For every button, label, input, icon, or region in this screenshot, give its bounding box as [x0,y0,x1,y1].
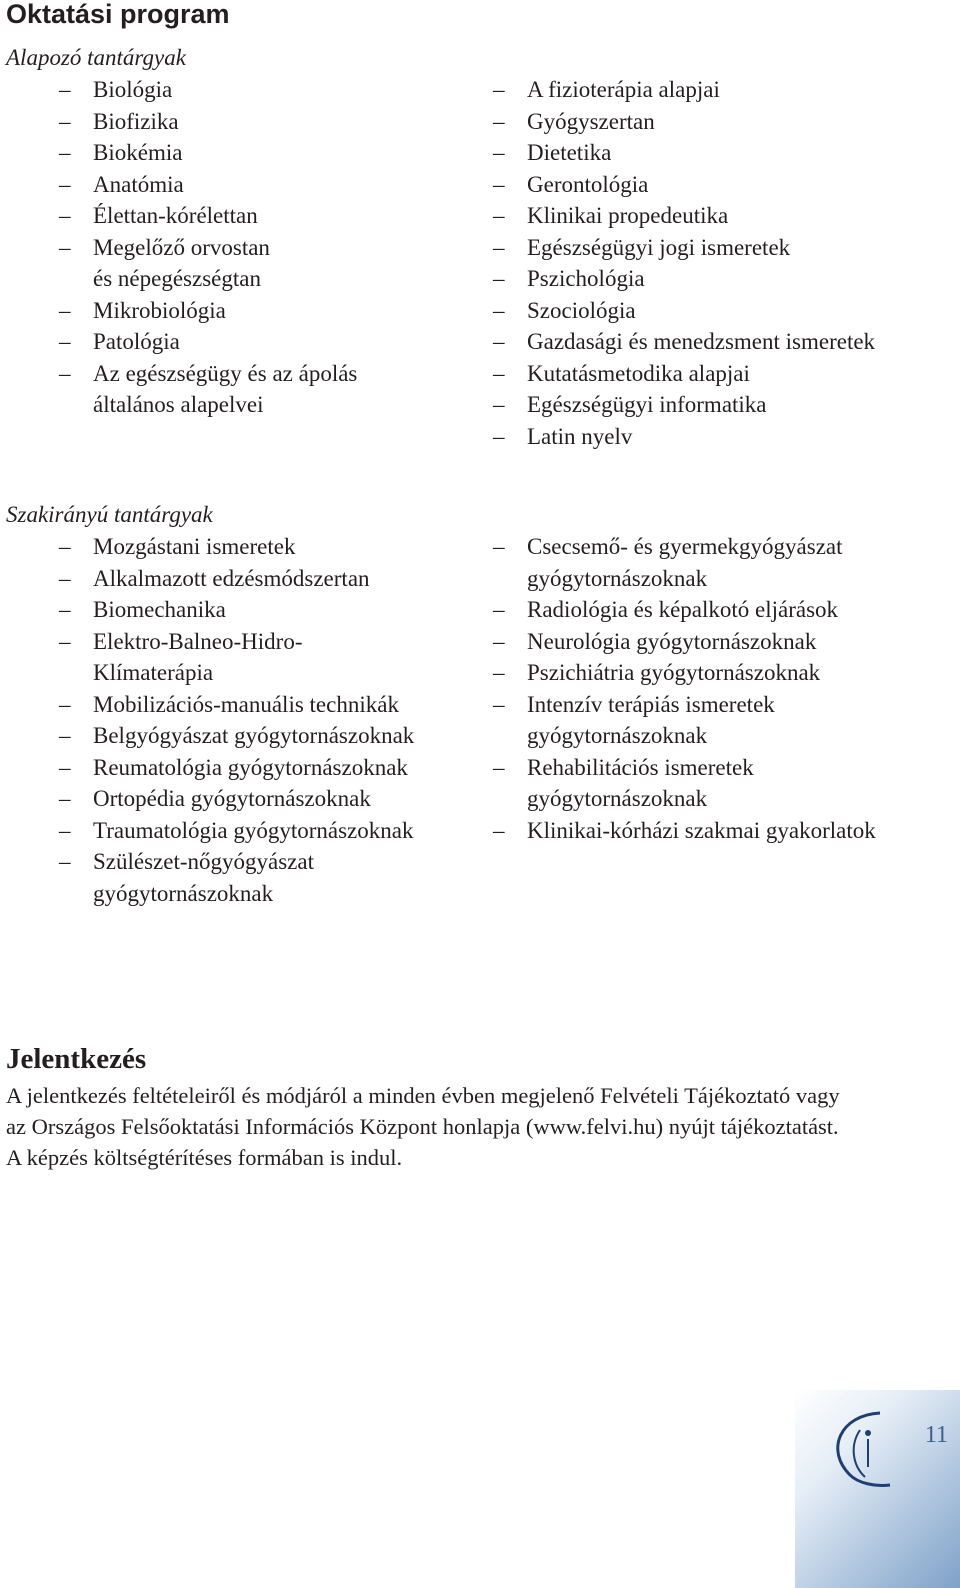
list-item [493,657,876,689]
bullet-dash: – [493,660,505,685]
list-item-text: Megelőző orvostan [93,234,270,260]
list-item [493,626,876,658]
list-item-text: gyógytornászoknak [93,880,274,906]
list-item [493,421,875,453]
list-item [493,752,876,815]
section-label-special: Szakirányú tantárgyak [6,502,213,527]
institution-logo-icon [820,1405,900,1495]
bullet-dash: – [493,691,505,717]
list-item-text: Belgyógyászat gyógytornászoknak [93,723,415,748]
list-item [59,358,358,421]
bullet-dash: – [493,392,505,417]
list-item-text: Mozgástani ismeretek [93,534,296,559]
application-text: A jelentkezés feltételeiről és módjáról a minden évben megjelenő Felvételi Tájékoztató vagy az Országos Felsőoktatási Információs Központ honlapja (www.felvi.hu) nyújt tájékoztatást. A képzés költségtérítéses formában is indul. [6,1083,840,1170]
bullet-dash: – [59,77,71,102]
list-item-text: Biológia [93,77,173,102]
bullet-dash: – [493,297,505,323]
list-item-text: Szülészet-nőgyógyászat [93,849,314,874]
list-item [59,594,414,626]
list-item [493,263,875,295]
list-item [493,594,876,626]
list-item [493,389,875,421]
bullet-dash: – [59,754,71,780]
list-item [59,74,357,106]
list-item [59,531,414,563]
bullet-dash: – [59,534,71,559]
bullet-dash: – [59,234,71,260]
list-item [59,626,414,689]
list-item [59,200,357,232]
bullet-dash: – [493,108,505,134]
list-item-text: Pszichológia [527,266,645,291]
list-item-text: Patológia [93,329,180,354]
bullet-dash: – [493,817,505,843]
bullet-dash: – [59,817,71,843]
bullet-dash: – [59,140,71,165]
bullet-dash: – [493,597,505,622]
bullet-dash: – [59,723,71,748]
list-item-text: Intenzív terápiás ismeretek [527,691,775,717]
bullet-dash: – [493,77,505,102]
list-item [493,106,875,138]
list-item [493,531,876,594]
list-item-text: és népegészségtan [93,266,261,291]
list-item [493,358,875,390]
bullet-dash: – [493,171,505,197]
list-item-text: Rehabilitációs ismeretek [527,754,754,780]
list-item [59,752,414,784]
list-item-text: Mikrobiológia [93,297,226,323]
list-item-text: Dietetika [527,140,612,165]
list-item-text: Ortopédia gyógytornászoknak [93,786,371,811]
list-item [493,232,875,264]
list-item-text: Szociológia [527,297,636,323]
list-item [493,169,875,201]
list-item-text: Radiológia és képalkotó eljárások [527,597,839,622]
bullet-dash: – [59,108,71,134]
special-subjects-left [59,531,415,909]
list-item-text: Klímaterápia [93,660,214,685]
list-item [59,846,414,909]
bullet-dash: – [59,628,71,654]
list-item [493,200,875,232]
list-item-text: Gerontológia [527,171,649,197]
list-item [59,720,415,752]
bullet-dash: – [59,297,71,323]
list-item [59,783,414,815]
list-item [59,106,357,138]
list-item-text: Élettan-kórélettan [93,203,258,228]
list-item [493,295,875,327]
list-item-text: gyógytornászoknak [527,565,708,591]
bullet-dash: – [493,203,505,228]
list-item-text: Klinikai propedeutika [527,203,729,228]
application-heading: Jelentkezés [6,1043,147,1075]
bullet-dash: – [493,140,505,165]
page-title: Oktatási program [6,0,230,29]
list-item-text: gyógytornászoknak [527,786,708,811]
list-item-text: A fizioterápia alapjai [527,77,720,102]
list-item-text: Biomechanika [93,597,226,622]
basic-subjects-right [493,74,876,452]
list-item [59,815,414,847]
bullet-dash: – [59,171,71,197]
bullet-dash: – [493,329,505,354]
page-number-badge [795,1390,960,1588]
list-item-text: Neurológia gyógytornászoknak [527,628,817,654]
page-number: 11 [924,1422,948,1448]
list-item-text: Az egészségügy és az ápolás [93,360,358,386]
basic-subjects-left [59,74,358,421]
list-item-text: Elektro-Balneo-Hidro- [93,628,303,654]
list-item [493,326,876,358]
bullet-dash: – [59,203,71,228]
list-item-text: Reumatológia gyógytornászoknak [93,754,408,780]
list-item [59,689,414,721]
list-item [493,689,876,752]
list-item [59,232,357,295]
list-item-text: Traumatológia gyógytornászoknak [93,817,414,843]
bullet-dash: – [59,360,71,386]
list-item [59,295,357,327]
list-item-text: Latin nyelv [527,423,633,449]
list-item [59,169,357,201]
list-item [59,326,357,358]
section-label-basic: Alapozó tantárgyak [6,45,186,70]
special-subjects-right [493,531,876,846]
bullet-dash: – [59,786,71,811]
list-item-text: Csecsemő- és gyermekgyógyászat [527,534,843,559]
bullet-dash: – [493,266,505,291]
list-item [493,74,875,106]
bullet-dash: – [59,329,71,354]
list-item-text: Gyógyszertan [527,108,655,134]
bullet-dash: – [493,423,505,449]
bullet-dash: – [493,234,505,260]
bullet-dash: – [59,849,71,874]
list-item-text: Biokémia [93,140,183,165]
bullet-dash: – [59,597,71,622]
list-item [493,137,875,169]
list-item-text: Anatómia [93,171,184,197]
list-item-text: gyógytornászoknak [527,723,708,748]
bullet-dash: – [59,691,71,717]
bullet-dash: – [59,565,71,591]
list-item [59,563,414,595]
list-item-text: általános alapelvei [93,392,264,417]
bullet-dash: – [493,628,505,654]
list-item-text: Egészségügyi informatika [527,392,767,417]
list-item-text: Gazdasági és menedzsment ismeretek [527,329,876,354]
list-item [493,815,876,847]
bullet-dash: – [493,754,505,780]
list-item-text: Alkalmazott edzésmódszertan [93,565,370,591]
list-item-text: Klinikai-kórházi szakmai gyakorlatok [527,817,876,843]
list-item-text: Kutatásmetodika alapjai [527,360,750,386]
bullet-dash: – [493,534,505,559]
bullet-dash: – [493,360,505,386]
list-item [59,137,357,169]
list-item-text: Egészségügyi jogi ismeretek [527,234,791,260]
list-item-text: Pszichiátria gyógytornászoknak [527,660,821,685]
list-item-text: Mobilizációs-manuális technikák [93,691,399,717]
list-item-text: Biofizika [93,108,179,134]
